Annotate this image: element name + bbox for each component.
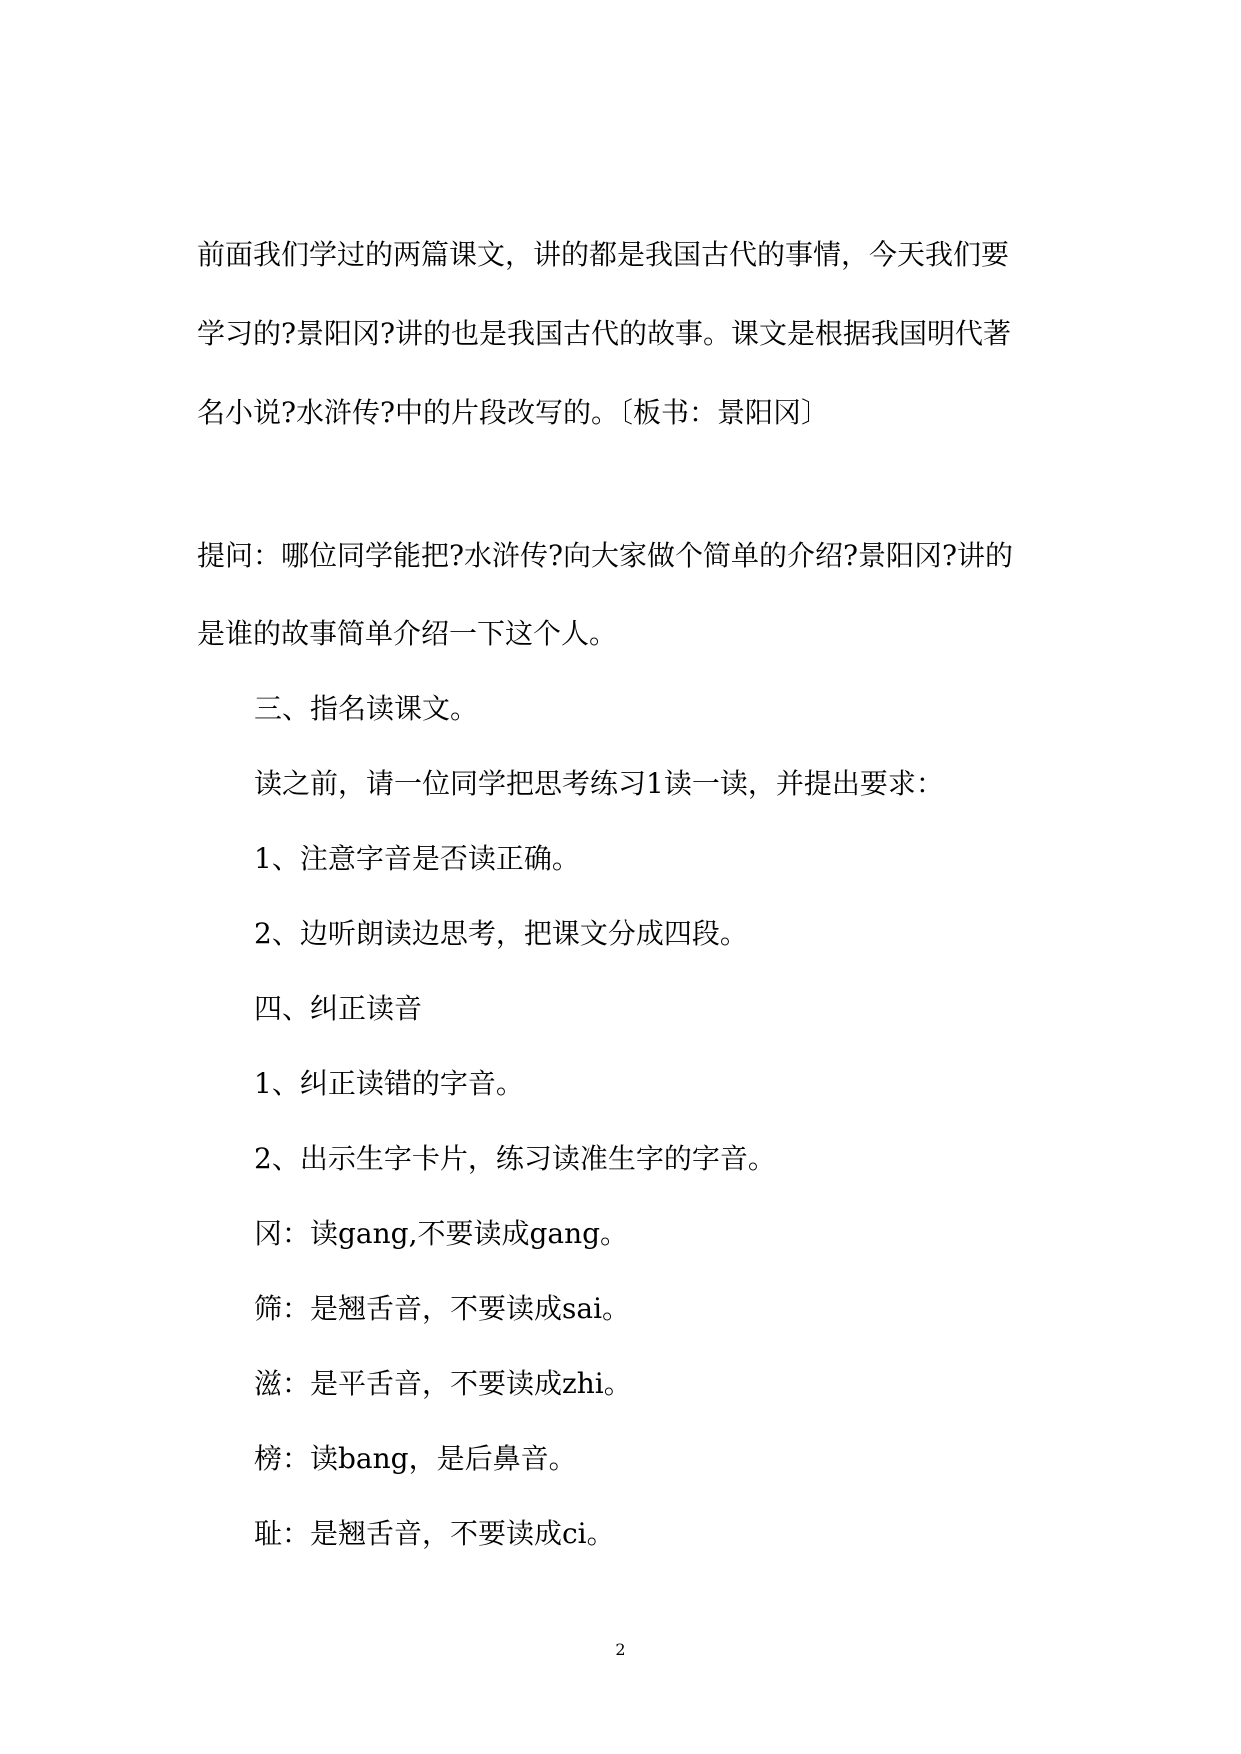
paragraph-line: 学习的?景阳冈?讲的也是我国古代的故事。课文是根据我国明代著 — [197, 317, 1012, 350]
list-item: 三、指名读课文。 — [254, 692, 479, 725]
list-item: 筛：是翘舌音，不要读成sai。 — [254, 1292, 631, 1325]
paragraph-line: 前面我们学过的两篇课文，讲的都是我国古代的事情，今天我们要 — [197, 238, 1010, 271]
list-item: 2、出示生字卡片，练习读准生字的字音。 — [254, 1142, 776, 1175]
list-item: 2、边听朗读边思考，把课文分成四段。 — [254, 917, 748, 950]
list-item: 读之前，请一位同学把思考练习1读一读，并提出要求： — [254, 767, 944, 800]
list-item: 冈：读gang,不要读成gang。 — [254, 1217, 629, 1250]
list-item: 滋：是平舌音，不要读成zhi。 — [254, 1367, 632, 1400]
list-item: 1、纠正读错的字音。 — [254, 1067, 524, 1100]
list-item: 榜：读bang，是后鼻音。 — [254, 1442, 577, 1475]
paragraph-line: 名小说?水浒传?中的片段改写的。〔板书：景阳冈〕 — [197, 396, 830, 429]
list-item: 1、注意字音是否读正确。 — [254, 842, 580, 875]
page-number: 2 — [615, 1640, 626, 1659]
paragraph-line: 提问：哪位同学能把?水浒传?向大家做个简单的介绍?景阳冈?讲的 — [197, 539, 1014, 572]
paragraph-line: 是谁的故事简单介绍一下这个人。 — [197, 617, 618, 650]
list-item: 耻：是翘舌音，不要读成ci。 — [254, 1517, 615, 1550]
list-item: 四、纠正读音 — [254, 992, 423, 1025]
